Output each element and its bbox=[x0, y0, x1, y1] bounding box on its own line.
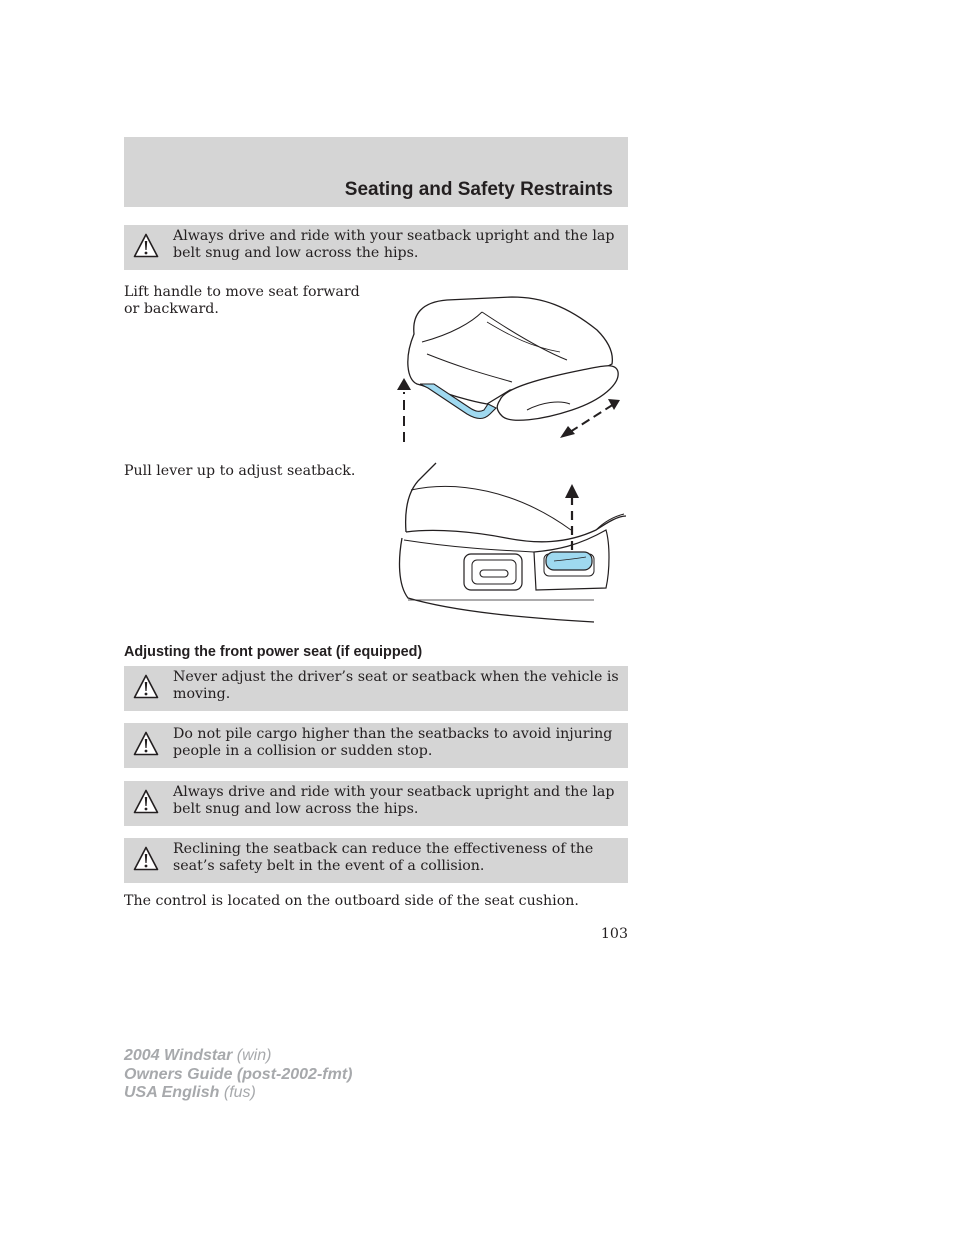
warning-box bbox=[124, 781, 628, 826]
warning-text: Never adjust the driver’s seat or seatback when the vehicle is moving. bbox=[173, 669, 619, 702]
footer-guide: Owners Guide (post-2002-fmt) bbox=[124, 1065, 353, 1083]
warning-box bbox=[124, 225, 628, 270]
instruction-lift-handle: Lift handle to move seat forward or backward. bbox=[124, 284, 360, 317]
warning-box bbox=[124, 666, 628, 711]
warning-text: Do not pile cargo higher than the seatbacks to avoid injuring people in a collision or sudden stop. bbox=[173, 726, 613, 759]
warning-triangle-icon bbox=[133, 846, 159, 872]
warning-box bbox=[124, 838, 628, 883]
footer-line-2 bbox=[124, 1066, 352, 1085]
document-footer bbox=[124, 1047, 352, 1103]
section-heading: Adjusting the front power seat (if equipped) bbox=[124, 644, 423, 660]
footer-line-1 bbox=[124, 1047, 352, 1066]
footer-model: 2004 Windstar bbox=[124, 1047, 233, 1064]
warning-triangle-icon bbox=[133, 233, 159, 259]
warning-triangle-icon bbox=[133, 789, 159, 815]
page-number: 103 bbox=[600, 926, 628, 942]
footer-line-3 bbox=[124, 1084, 352, 1103]
control-location-text: The control is located on the outboard side of the seat cushion. bbox=[124, 893, 579, 909]
seat-track-illustration bbox=[392, 292, 628, 448]
section-header-band bbox=[124, 137, 628, 207]
warning-triangle-icon bbox=[133, 731, 159, 757]
footer-model-code: (win) bbox=[236, 1047, 272, 1064]
footer-language-code: (fus) bbox=[223, 1084, 256, 1101]
warning-box bbox=[124, 723, 628, 768]
footer-language: USA English bbox=[124, 1084, 220, 1101]
instruction-pull-lever: Pull lever up to adjust seatback. bbox=[124, 463, 356, 479]
warning-text: Reclining the seatback can reduce the effectiveness of the seat’s safety belt in the event of a collision. bbox=[173, 841, 594, 874]
seatback-lever-illustration bbox=[396, 460, 628, 624]
warning-text: Always drive and ride with your seatback upright and the lap belt snug and low across the hips. bbox=[173, 784, 615, 817]
warning-triangle-icon bbox=[133, 674, 159, 700]
warning-text: Always drive and ride with your seatback upright and the lap belt snug and low across the hips. bbox=[173, 228, 615, 261]
section-title: Seating and Safety Restraints bbox=[344, 179, 613, 200]
